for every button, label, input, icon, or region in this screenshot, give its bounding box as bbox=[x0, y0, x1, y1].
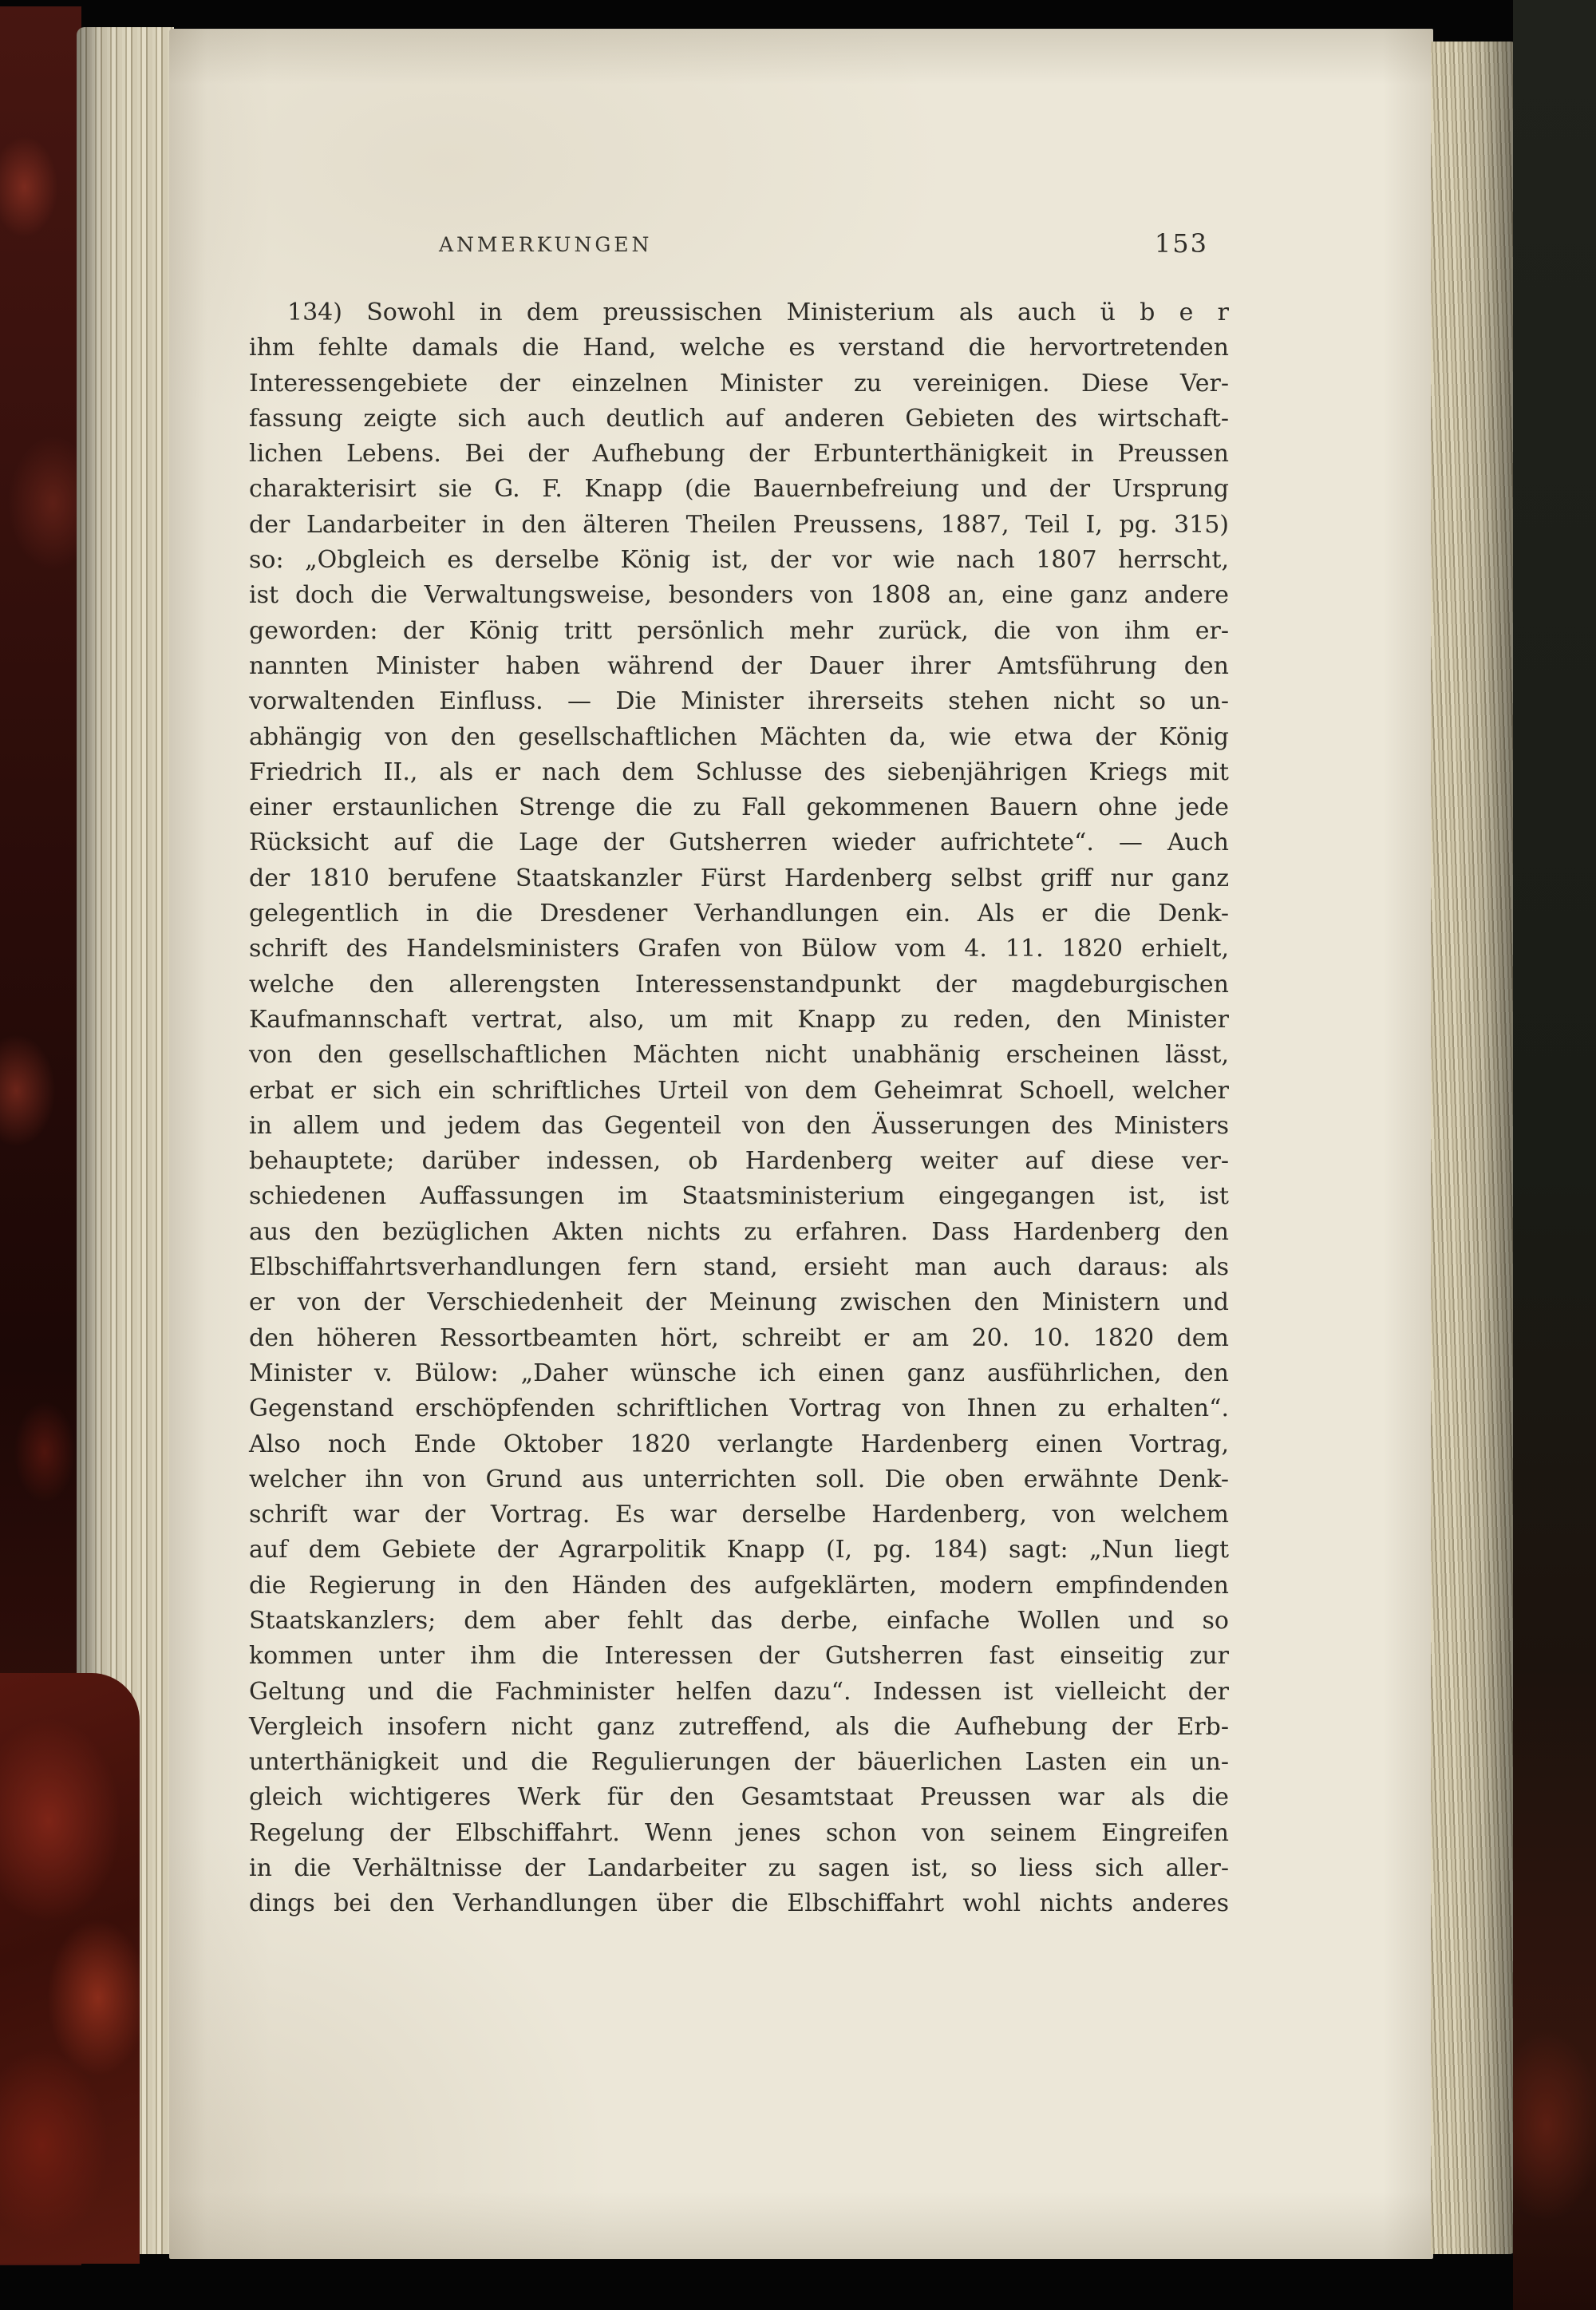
text-line: ist doch die Verwaltungsweise, besonders von 1808 an, eine ganz andere bbox=[249, 581, 1229, 610]
text-line: welcher ihn von Grund aus unterrichten soll. Die oben erwähnte Denk- bbox=[249, 1465, 1229, 1493]
text-line: 134) Sowohl in dem preussischen Ministerium als auch ü b e r bbox=[287, 299, 1229, 326]
text-line: unterthänigkeit und die Regulierungen der bäuerlichen Lasten ein un- bbox=[249, 1748, 1229, 1777]
text-line: lichen Lebens. Bei der Aufhebung der Erbunterthänigkeit in Preussen bbox=[249, 440, 1229, 469]
text-line: Friedrich II., als er nach dem Schlusse des siebenjährigen Kriegs mit bbox=[249, 757, 1229, 786]
text-line: schrift war der Vortrag. Es war derselbe Hardenberg, von welchem bbox=[249, 1501, 1229, 1529]
text-line: auf dem Gebiete der Agrarpolitik Knapp (I, pg. 184) sagt: „Nun liegt bbox=[249, 1536, 1229, 1564]
text-line: fassung zeigte sich auch deutlich auf anderen Gebieten des wirtschaft- bbox=[249, 404, 1229, 433]
page-number: 153 bbox=[1154, 228, 1208, 259]
note-text bbox=[249, 295, 1229, 1922]
text-line: Geltung und die Fachminister helfen dazu“. Indessen ist vielleicht der bbox=[249, 1677, 1229, 1706]
text-line: in allem und jedem das Gegenteil von den Äusserungen des Ministers bbox=[249, 1111, 1229, 1140]
text-line: in die Verhältnisse der Landarbeiter zu sagen ist, so liess sich aller- bbox=[249, 1854, 1229, 1883]
left-cover-bottom-corner bbox=[0, 1673, 140, 2264]
text-line: Also noch Ende Oktober 1820 verlangte Hardenberg einen Vortrag, bbox=[249, 1430, 1229, 1458]
text-line: erbat er sich ein schriftliches Urteil von dem Geheimrat Schoell, welcher bbox=[249, 1076, 1229, 1105]
text-line: von den gesellschaftlichen Mächten nicht unabhänig erscheinen lässt, bbox=[249, 1041, 1229, 1070]
text-line: einer erstaunlichen Strenge die zu Fall gekommenen Bauern ohne jede bbox=[249, 793, 1229, 822]
text-line: Vergleich insofern nicht ganz zutreffend, als die Aufhebung der Erb- bbox=[249, 1712, 1229, 1741]
text-line: abhängig von den gesellschaftlichen Mächten da, wie etwa der König bbox=[249, 722, 1229, 751]
text-line: Interessengebiete der einzelnen Minister zu vereinigen. Diese Ver- bbox=[249, 369, 1229, 398]
right-book-cover bbox=[1513, 0, 1596, 2310]
right-page-edges bbox=[1431, 42, 1517, 2254]
text-line: Regelung der Elbschiffahrt. Wenn jenes schon von seinem Eingreifen bbox=[249, 1818, 1229, 1847]
text-line: vorwaltenden Einfluss. — Die Minister ihrerseits stehen nicht so un- bbox=[249, 687, 1229, 716]
text-line: Elbschiffahrtsverhandlungen fern stand, ersieht man auch daraus: als bbox=[249, 1253, 1229, 1282]
text-line: geworden: der König tritt persönlich mehr zurück, die von ihm er- bbox=[249, 616, 1229, 645]
text-line: der Landarbeiter in den älteren Theilen Preussens, 1887, Teil I, pg. 315) bbox=[249, 510, 1229, 539]
text-line: schiedenen Auffassungen im Staatsministerium eingegangen ist, ist bbox=[249, 1182, 1229, 1211]
text-line: gelegentlich in die Dresdener Verhandlungen ein. Als er die Denk- bbox=[249, 900, 1229, 928]
text-line: nannten Minister haben während der Dauer ihrer Amtsführung den bbox=[249, 651, 1229, 680]
text-line: Staatskanzlers; dem aber fehlt das derbe, einfache Wollen und so bbox=[249, 1606, 1229, 1635]
text-line: Kaufmannschaft vertrat, also, um mit Knapp zu reden, den Minister bbox=[249, 1005, 1229, 1034]
text-line: gleich wichtigeres Werk für den Gesamtstaat Preussen war als die bbox=[249, 1783, 1229, 1812]
text-line: schrift des Handelsministers Grafen von Bülow vom 4. 11. 1820 erhielt, bbox=[249, 935, 1229, 963]
text-line: Minister v. Bülow: „Daher wünsche ich einen ganz ausführlichen, den bbox=[249, 1359, 1229, 1387]
text-line: der 1810 berufene Staatskanzler Fürst Hardenberg selbst griff nur ganz bbox=[249, 864, 1229, 892]
text-line: Gegenstand erschöpfenden schriftlichen Vortrag von Ihnen zu erhalten“. bbox=[249, 1394, 1229, 1423]
text-line: charakterisirt sie G. F. Knapp (die Bauernbefreiung und der Ursprung bbox=[249, 475, 1229, 504]
text-line: Rücksicht auf die Lage der Gutsherren wieder aufrichtete“. — Auch bbox=[249, 829, 1229, 857]
text-line: er von der Verschiedenheit der Meinung zwischen den Ministern und bbox=[249, 1288, 1229, 1317]
text-line: aus den bezüglichen Akten nichts zu erfahren. Dass Hardenberg den bbox=[249, 1217, 1229, 1246]
page-header bbox=[249, 228, 1229, 265]
text-line: den höheren Ressortbeamten hört, schreibt er am 20. 10. 1820 dem bbox=[249, 1323, 1229, 1352]
text-line: kommen unter ihm die Interessen der Gutsherren fast einseitig zur bbox=[249, 1642, 1229, 1671]
text-line: dings bei den Verhandlungen über die Elbschiffahrt wohl nichts anderes bbox=[249, 1889, 1229, 1918]
text-line: die Regierung in den Händen des aufgeklärten, modern empfindenden bbox=[249, 1571, 1229, 1600]
text-line: so: „Obgleich es derselbe König ist, der vor wie nach 1807 herrscht, bbox=[249, 546, 1229, 575]
text-line: welche den allerengsten Interessenstandpunkt der magdeburgischen bbox=[249, 970, 1229, 999]
book-page bbox=[169, 29, 1433, 2259]
text-line: ihm fehlte damals die Hand, welche es verstand die hervortretenden bbox=[249, 334, 1229, 362]
text-line: behauptete; darüber indessen, ob Hardenberg weiter auf diese ver- bbox=[249, 1147, 1229, 1176]
running-header: ANMERKUNGEN bbox=[439, 233, 653, 256]
